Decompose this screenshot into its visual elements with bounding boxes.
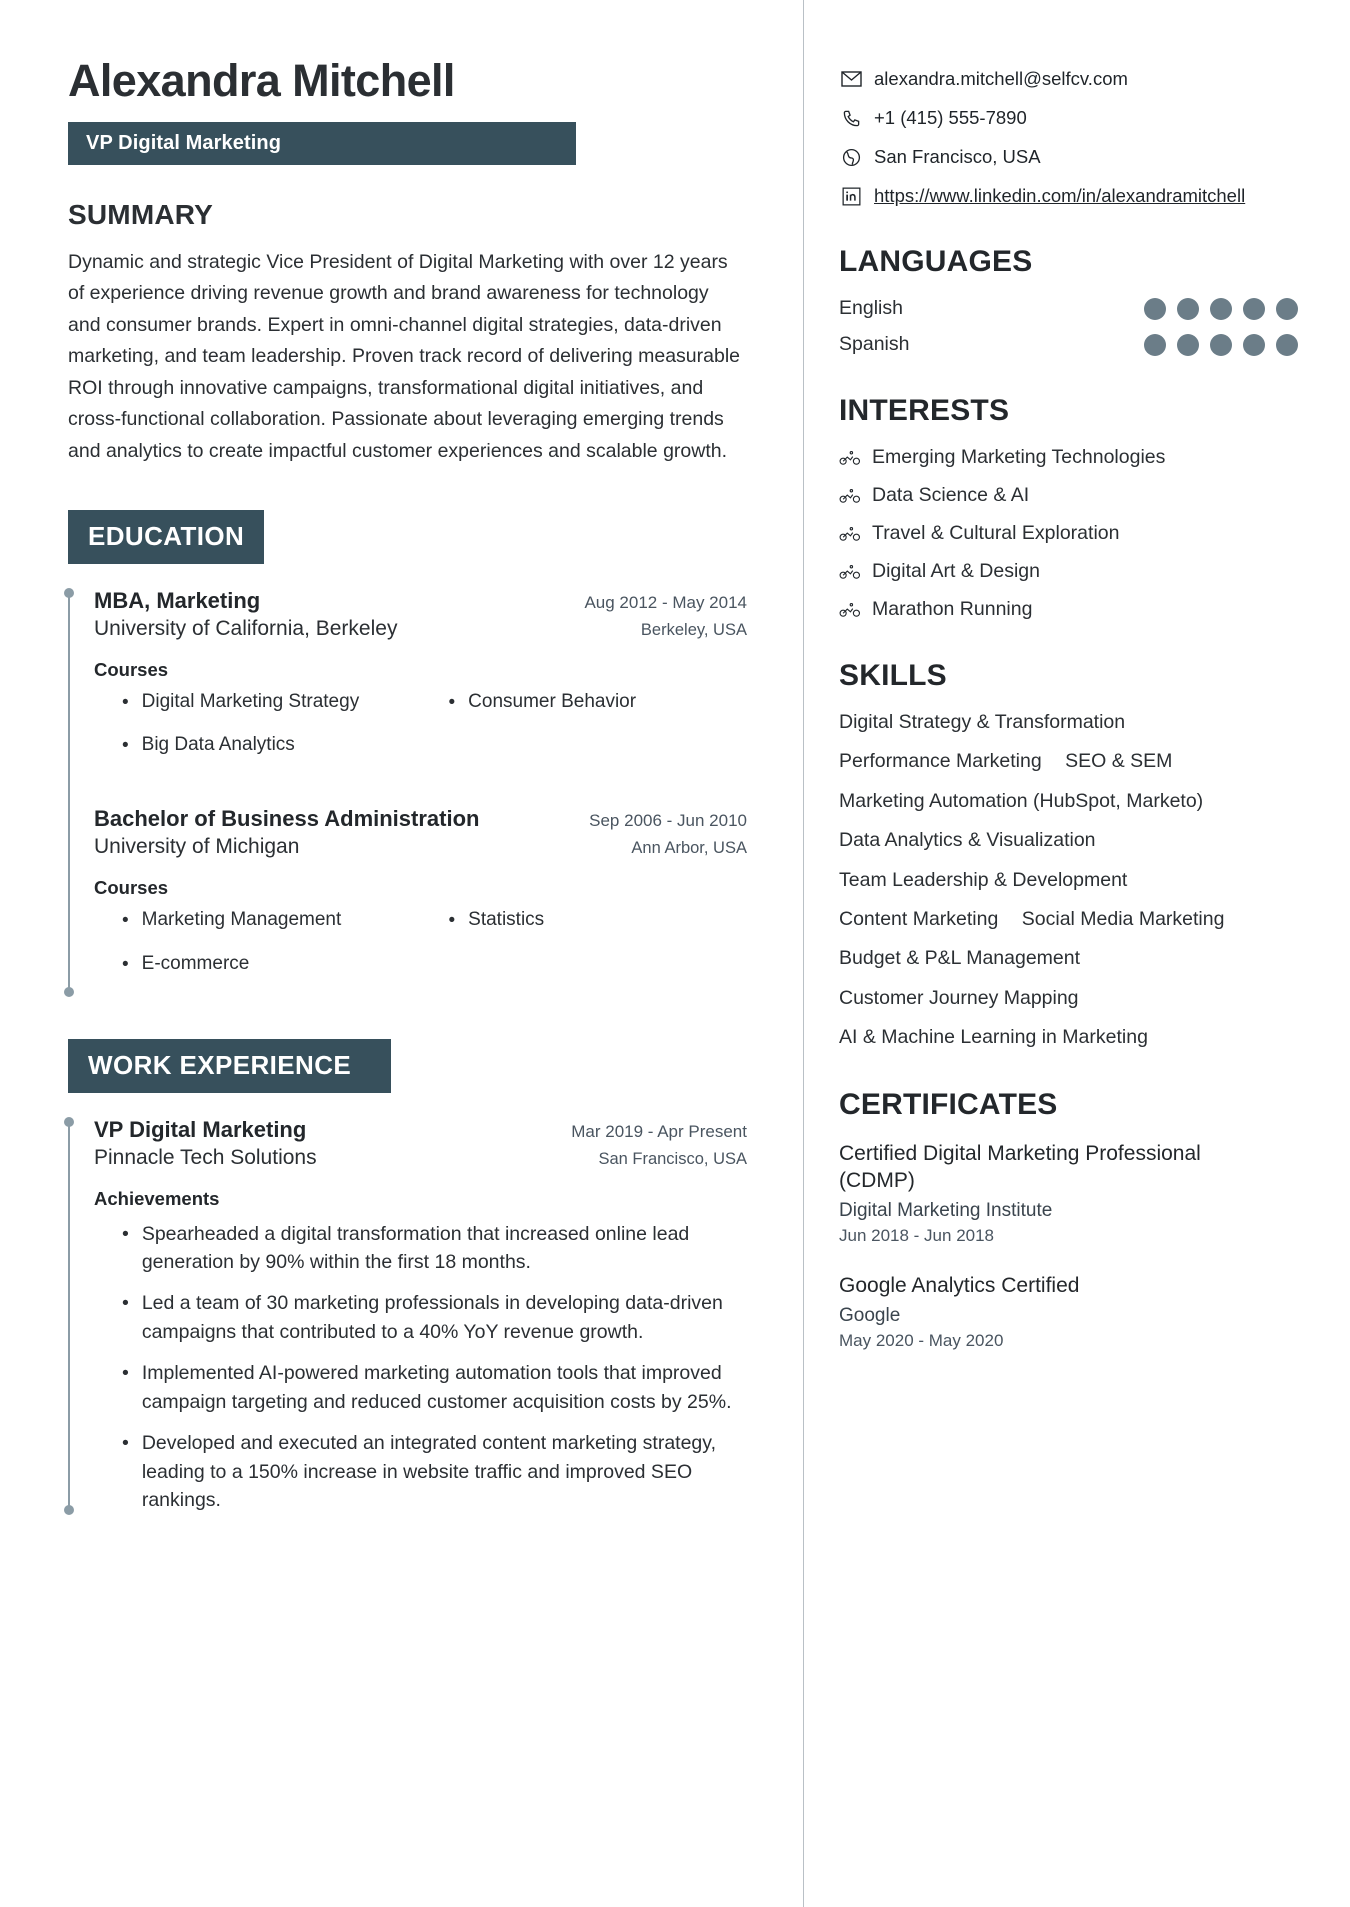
course-label: E-commerce xyxy=(141,952,250,974)
interests-heading: INTERESTS xyxy=(839,394,1010,427)
skill-row xyxy=(839,750,1310,773)
interest-label: Marathon Running xyxy=(872,598,1033,620)
timeline-dot-top xyxy=(64,1117,74,1127)
globe-icon xyxy=(839,146,863,168)
contact-location-text: San Francisco, USA xyxy=(874,146,1041,167)
language-level-dots xyxy=(1144,334,1310,356)
skill-label: Team Leadership & Development xyxy=(839,868,1128,891)
level-dot xyxy=(1210,334,1232,356)
bicycle-icon xyxy=(839,448,863,468)
skill-row xyxy=(839,869,1310,892)
interest-label: Digital Art & Design xyxy=(872,560,1040,582)
work-role: VP Digital Marketing xyxy=(94,1116,307,1142)
contact-list xyxy=(839,68,1310,207)
achievement-item xyxy=(94,1220,764,1278)
achievements-label: Achievements xyxy=(94,1187,220,1209)
achievement-text: Led a team of 30 marketing professionals in developing data-driven campaigns that contributed to a 40% YoY revenue growth. xyxy=(141,1292,723,1344)
skill-label: Content Marketing xyxy=(839,907,999,930)
certificates-list xyxy=(839,1140,1310,1351)
interest-label: Emerging Marketing Technologies xyxy=(872,446,1166,468)
achievement-text: Implemented AI-powered marketing automation tools that improved campaign targeting and reduced customer acquisition costs by 25%. xyxy=(141,1361,732,1413)
contact-location xyxy=(839,146,1310,168)
achievement-item xyxy=(94,1289,764,1347)
contact-linkedin[interactable] xyxy=(839,185,1310,207)
work-experience-heading: WORK EXPERIENCE xyxy=(68,1039,391,1093)
bullet-icon: • xyxy=(122,1361,129,1384)
contact-phone xyxy=(839,107,1310,129)
certificate-item xyxy=(839,1140,1310,1246)
courses-list xyxy=(94,909,747,997)
interest-item xyxy=(839,560,1310,583)
education-timeline xyxy=(68,588,747,997)
work-timeline xyxy=(68,1117,747,1516)
skill-label: Marketing Automation (HubSpot, Marketo) xyxy=(839,789,1204,812)
timeline-line xyxy=(68,596,70,989)
bullet-icon: • xyxy=(448,910,456,932)
timeline-dot-top xyxy=(64,588,74,598)
bullet-icon: • xyxy=(122,735,129,757)
interest-item xyxy=(839,522,1310,545)
skill-label: Social Media Marketing xyxy=(1021,907,1225,930)
interest-item xyxy=(839,598,1310,621)
contact-email xyxy=(839,68,1310,90)
course-item xyxy=(94,734,421,758)
contact-email-text: alexandra.mitchell@selfcv.com xyxy=(874,68,1128,89)
language-row xyxy=(839,333,1310,356)
education-school: University of Michigan xyxy=(94,835,300,859)
skill-label: Customer Journey Mapping xyxy=(839,986,1079,1009)
achievement-text: Developed and executed an integrated content marketing strategy, leading to a 150% increase in website traffic and improved SEO rankings. xyxy=(141,1431,717,1512)
right-column xyxy=(803,0,1350,1907)
skill-label: Budget & P&L Management xyxy=(839,947,1081,970)
language-level-dots xyxy=(1144,298,1310,320)
work-company: Pinnacle Tech Solutions xyxy=(94,1145,317,1169)
skill-row xyxy=(839,947,1310,970)
contact-linkedin-text[interactable]: https://www.linkedin.com/in/alexandramitchell xyxy=(874,185,1246,206)
skills-list xyxy=(839,711,1310,1050)
language-name: English xyxy=(839,297,903,319)
achievement-item xyxy=(94,1359,764,1417)
envelope-icon xyxy=(839,68,863,90)
languages-list xyxy=(839,297,1310,356)
bicycle-icon xyxy=(839,600,863,620)
achievement-item xyxy=(94,1429,764,1516)
interest-item xyxy=(839,446,1310,469)
linkedin-icon xyxy=(839,185,863,207)
language-name: Spanish xyxy=(839,333,910,355)
bullet-icon: • xyxy=(122,1292,129,1315)
education-entry xyxy=(94,806,747,997)
courses-label: Courses xyxy=(94,658,169,680)
level-dot xyxy=(1177,334,1199,356)
level-dot xyxy=(1210,298,1232,320)
education-school: University of California, Berkeley xyxy=(94,616,398,640)
certificate-issuer: Digital Marketing Institute xyxy=(839,1199,1053,1221)
course-label: Marketing Management xyxy=(141,909,342,931)
certificate-dates: May 2020 - May 2020 xyxy=(839,1330,1004,1350)
course-item xyxy=(94,691,421,715)
education-entry xyxy=(94,588,747,779)
bullet-icon: • xyxy=(122,1222,129,1245)
certificate-issuer: Google xyxy=(839,1304,901,1326)
bullet-icon: • xyxy=(122,1431,129,1454)
bullet-icon: • xyxy=(122,953,129,975)
work-dates: Mar 2019 - Apr Present xyxy=(571,1121,747,1141)
certificate-name: Google Analytics Certified xyxy=(839,1273,1080,1297)
skills-heading: SKILLS xyxy=(839,659,947,692)
level-dot xyxy=(1276,298,1298,320)
work-entry xyxy=(94,1117,747,1516)
contact-phone-text: +1 (415) 555-7890 xyxy=(874,107,1027,128)
interests-list xyxy=(839,446,1310,621)
course-label: Big Data Analytics xyxy=(141,734,295,756)
bullet-icon: • xyxy=(448,691,456,713)
work-location: San Francisco, USA xyxy=(598,1149,747,1168)
courses-label: Courses xyxy=(94,877,169,899)
education-degree: MBA, Marketing xyxy=(94,587,261,613)
skill-row xyxy=(839,711,1310,734)
course-label: Consumer Behavior xyxy=(468,690,637,712)
page-title: Alexandra Mitchell xyxy=(68,55,455,106)
level-dot xyxy=(1144,334,1166,356)
education-location: Berkeley, USA xyxy=(640,620,747,639)
timeline-dot-bottom xyxy=(64,987,74,997)
certificates-heading: CERTIFICATES xyxy=(839,1087,1058,1121)
column-divider xyxy=(803,0,804,1907)
level-dot xyxy=(1276,334,1298,356)
course-item xyxy=(421,909,748,933)
course-label: Digital Marketing Strategy xyxy=(141,690,360,712)
skill-label: Data Analytics & Visualization xyxy=(839,829,1096,852)
achievements-list xyxy=(94,1220,747,1516)
education-heading: EDUCATION xyxy=(68,510,264,564)
course-label: Statistics xyxy=(468,909,545,931)
timeline-dot-bottom xyxy=(64,1505,74,1515)
skill-row xyxy=(839,1026,1310,1049)
certificate-item xyxy=(839,1272,1310,1351)
course-item xyxy=(94,909,421,933)
skill-label: Digital Strategy & Transformation xyxy=(839,711,1126,733)
skill-label: AI & Machine Learning in Marketing xyxy=(839,1026,1148,1049)
skill-row xyxy=(839,790,1310,813)
skill-row xyxy=(839,908,1310,931)
phone-icon xyxy=(839,107,863,129)
bicycle-icon xyxy=(839,562,863,582)
level-dot xyxy=(1243,334,1265,356)
summary-heading: SUMMARY xyxy=(68,198,214,230)
skill-label: SEO & SEM xyxy=(1065,750,1173,773)
education-dates: Sep 2006 - Jun 2010 xyxy=(589,811,747,831)
skill-row xyxy=(839,987,1310,1010)
skill-label: Performance Marketing xyxy=(839,750,1042,773)
bullet-icon: • xyxy=(122,910,129,932)
achievement-text: Spearheaded a digital transformation that increased online lead generation by 90% within the first 18 months. xyxy=(141,1222,690,1274)
level-dot xyxy=(1144,298,1166,320)
skill-row xyxy=(839,829,1310,852)
course-item xyxy=(94,953,421,977)
language-row xyxy=(839,297,1310,320)
education-location: Ann Arbor, USA xyxy=(631,839,747,858)
certificate-dates: Jun 2018 - Jun 2018 xyxy=(839,1225,995,1245)
job-title-badge: VP Digital Marketing xyxy=(68,122,576,165)
timeline-line xyxy=(68,1125,70,1508)
interest-item xyxy=(839,484,1310,507)
level-dot xyxy=(1243,298,1265,320)
level-dot xyxy=(1177,298,1199,320)
interest-label: Data Science & AI xyxy=(872,484,1030,506)
bicycle-icon xyxy=(839,486,863,506)
course-item xyxy=(421,691,748,715)
education-dates: Aug 2012 - May 2014 xyxy=(584,592,747,612)
certificate-name: Certified Digital Marketing Professional (CDMP) xyxy=(839,1141,1201,1193)
bicycle-icon xyxy=(839,524,863,544)
interest-label: Travel & Cultural Exploration xyxy=(872,522,1120,544)
summary-text: Dynamic and strategic Vice President of Digital Marketing with over 12 years of experience driving revenue growth and brand awareness for technology and consumer brands. Expert in omni-channel digital strategies, data-driven marketing, and team leadership. Proven track record of delivering measurable ROI through innovative campaigns, transformational digital initiatives, and cross-functional collaboration. Passionate about leveraging emerging trends and analytics to create impactful customer experiences and scalable growth. xyxy=(68,250,741,462)
languages-heading: LANGUAGES xyxy=(839,245,1033,278)
education-degree: Bachelor of Business Administration xyxy=(94,806,480,832)
courses-list xyxy=(94,691,747,779)
bullet-icon: • xyxy=(122,691,129,713)
